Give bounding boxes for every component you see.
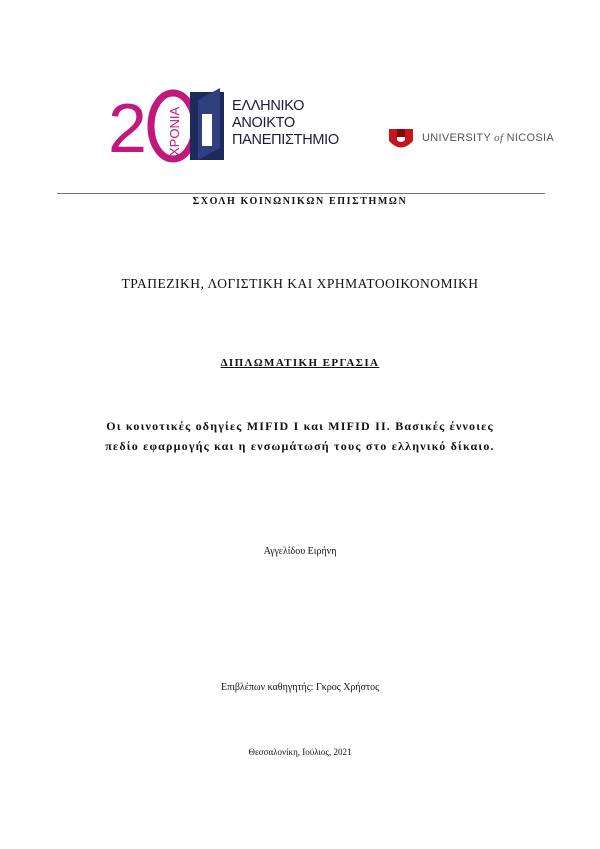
hou-anniversary-emblem bbox=[108, 86, 232, 166]
anniversary-number: 2 bbox=[108, 89, 147, 166]
book-door bbox=[202, 114, 212, 146]
place-date: Θεσσαλονίκη, Ιούλιος, 2021 bbox=[248, 747, 352, 757]
department-name: ΤΡΑΠΕΖΙΚΗ, ΛΟΓΙΣΤΙΚΗ ΚΑΙ ΧΡΗΜΑΤΟΟΙΚΟΝΟΜΙΚΗ bbox=[121, 276, 479, 291]
unic-name bbox=[422, 132, 554, 144]
thesis-title bbox=[0, 416, 600, 456]
header-divider bbox=[57, 193, 545, 194]
unic-name-part: NICOSIA bbox=[503, 132, 555, 144]
hou-name-line: ΕΛΛΗΝΙΚΟ bbox=[232, 98, 305, 114]
anniversary-word: ΧΡΟΝΙΑ bbox=[167, 106, 182, 156]
hou-name-line: ΠΑΝΕΠΙΣΤΗΜΙΟ bbox=[232, 132, 339, 148]
school-name: ΣΧΟΛΗ ΚΟΙΝΩΝΙΚΩΝ ΕΠΙΣΤΗΜΩΝ bbox=[192, 196, 408, 207]
unic-name-of: of bbox=[494, 132, 504, 144]
unic-logo bbox=[388, 125, 554, 151]
unic-emblem-icon bbox=[388, 126, 414, 150]
hou-logo bbox=[108, 86, 338, 166]
supervisor: Επιβλέπων καθηγητής: Γκρος Χρήστος bbox=[220, 682, 380, 693]
thesis-title-line: πεδίο εφαρμογής και η ενσωμάτωσή τους στο ελληνικό δίκαιο. bbox=[105, 439, 495, 453]
document-type: ΔΙΠΛΩΜΑΤΙΚΗ ΕΡΓΑΣΙΑ bbox=[220, 357, 380, 369]
hou-name bbox=[232, 98, 339, 149]
thesis-title-line: Οι κοινοτικές οδηγίες MIFID I και MIFID II. Βασικές έννοιες bbox=[106, 419, 494, 433]
unic-name-part: UNIVERSITY bbox=[422, 132, 495, 144]
author-name: Αγγελίδου Ειρήνη bbox=[263, 546, 337, 557]
hou-name-line: ΑΝΟΙΚΤΟ bbox=[232, 115, 295, 131]
